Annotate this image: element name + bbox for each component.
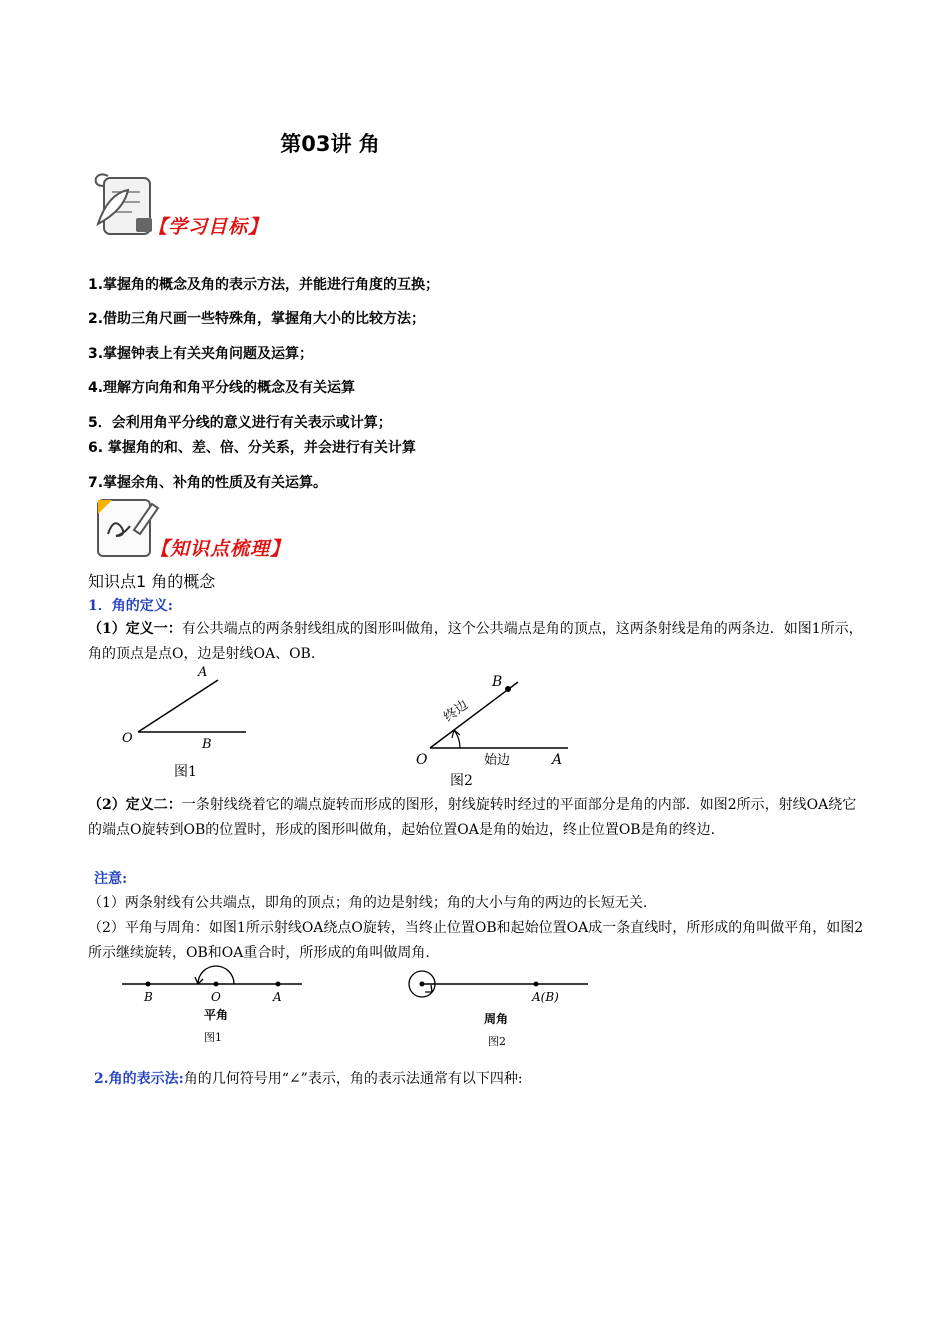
fig1-label-a: A <box>198 665 208 680</box>
figure-2-angle <box>408 664 578 792</box>
definition-heading: 1．角的定义: <box>88 598 173 614</box>
fig2-label-terminal: 终边 <box>441 697 472 726</box>
goal-item: 7.掌握余角、补角的性质及有关运算。 <box>88 475 328 491</box>
definition-2-text: 一条射线绕着它的端点旋转而形成的图形，射线旋转时经过的平面部分是角的内部．如图2所示，射线OA绕它的端点O旋转到OB的位置时，形成的图形叫做角，起始位置OA是角的始边，终止位置OB是角的终边. <box>88 797 857 838</box>
fig2-label-o: O <box>416 752 428 768</box>
fig2-label-initial: 始边 <box>484 753 511 768</box>
straight-label-o: O <box>211 990 221 1004</box>
goal-item: 1.掌握角的概念及角的表示方法，并能进行角度的互换； <box>88 277 440 293</box>
figure-full-angle <box>404 964 594 1050</box>
knowledge-point-heading: 知识点1 角的概念 <box>88 572 216 591</box>
straight-label-a: A <box>273 990 282 1004</box>
goal-item: 5．会利用角平分线的意义进行有关表示或计算； <box>88 415 392 431</box>
learning-goals-banner-text: 【学习目标】 <box>148 216 269 238</box>
definition-1-text: 有公共端点的两条射线组成的图形叫做角，这个公共端点是角的顶点，这两条射线是角的两条边．如图1所示，角的顶点是点O，边是射线OA、OB. <box>88 621 863 662</box>
knowledge-points-banner-text: 【知识点梳理】 <box>150 538 291 560</box>
knowledge-points-banner <box>90 494 320 560</box>
fig2-label-b: B <box>492 674 503 690</box>
note-label: 注意: <box>94 871 128 887</box>
note-1: （1）两条射线有公共端点，即角的顶点；角的边是射线；角的大小与角的两边的长短无关. <box>88 895 648 911</box>
fig2-label-a: A <box>552 752 563 768</box>
straight-angle-caption: 图1 <box>204 1031 222 1044</box>
learning-goals-banner <box>90 172 300 244</box>
fig2-caption: 图2 <box>450 773 473 789</box>
goal-item: 4.理解方向角和角平分线的概念及有关运算 <box>88 380 356 396</box>
goal-item: 6. 掌握角的和、差、倍、分关系，并会进行有关计算 <box>88 440 416 456</box>
straight-angle-name: 平角 <box>204 1008 229 1022</box>
fig1-caption: 图1 <box>174 764 197 780</box>
straight-label-b: B <box>144 990 153 1004</box>
fig1-label-b: B <box>202 737 212 752</box>
full-label-ab: A(B) <box>532 990 559 1004</box>
goal-item: 2.借助三角尺画一些特殊角，掌握角大小的比较方法； <box>88 311 426 327</box>
note-2: （2）平角与周角：如图1所示射线OA绕点O旋转，当终止位置OB和起始位置OA成一条直线时，所形成的角叫做平角，如图2所示继续旋转，OB和OA重合时，所形成的角叫做周角. <box>88 920 864 961</box>
definition-2 <box>88 793 868 843</box>
goal-item: 3.掌握钟表上有关夹角问题及运算； <box>88 346 314 362</box>
figure-straight-angle <box>118 964 308 1050</box>
page-title: 第03讲 角 <box>280 132 380 156</box>
full-angle-caption: 图2 <box>488 1035 506 1048</box>
representation-label: 2.角的表示法: <box>94 1071 184 1087</box>
fig1-label-o: O <box>122 731 133 746</box>
representation-text: 角的几何符号用“∠”表示，角的表示法通常有以下四种: <box>183 1071 523 1087</box>
figure-1-angle <box>118 662 258 782</box>
representation <box>94 1067 874 1092</box>
full-angle-name: 周角 <box>484 1012 509 1026</box>
definition-1-label: （1）定义一： <box>88 621 182 637</box>
definition-2-label: （2）定义二： <box>88 797 182 813</box>
definition-1 <box>88 617 868 667</box>
